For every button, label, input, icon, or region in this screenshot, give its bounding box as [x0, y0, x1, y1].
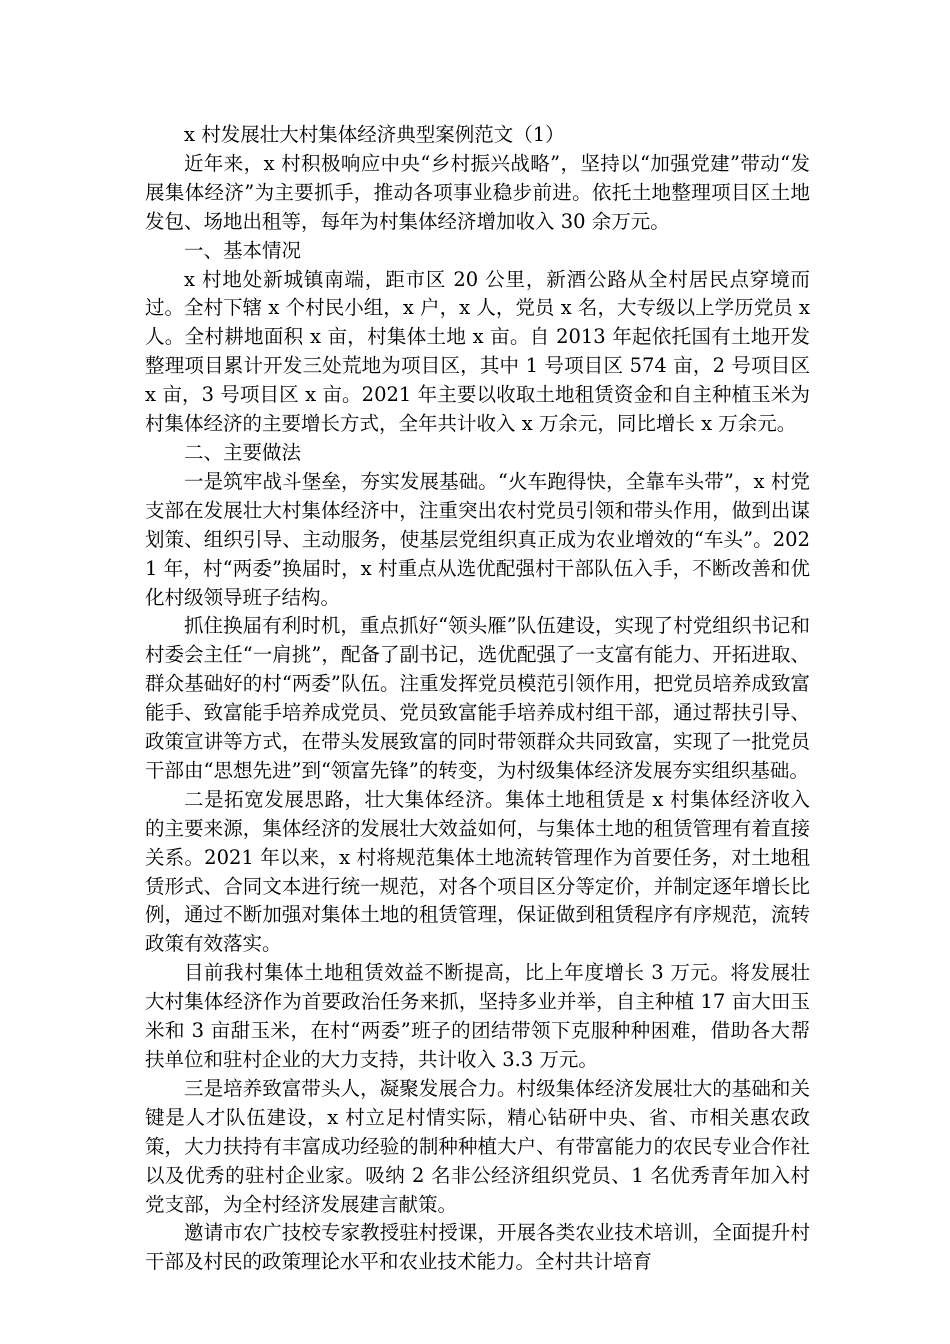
paragraph-basic-situation: x 村地处新城镇南端，距市区 20 公里，新酒公路从全村居民点穿境而过。全村下辖 x 个村民小组，x 户，x 人，党员 x 名，大专级以上学历党员 x 人。全村耕地面积 x 亩，村集体土地 x 亩。自 2013 年起依托国有土地开发整理项目累计开发三处荒地为项目区，其中 1 号项目区 574 亩，2 号项目区 x 亩，3 号项目区 x 亩。2021 年主要以收取土地租赁资金和自主种植玉米为村集体经济的主要增长方式，全年共计收入 x 万余元，同比增长 x 万余元。	[145, 267, 810, 436]
paragraph-practice-two: 二是拓宽发展思路，壮大集体经济。集体土地租赁是 x 村集体经济收入的主要来源，集体经济的发展壮大效益如何，与集体土地的租赁管理有着直接关系。2021 年以来，x 村将规范集体土地流转管理作为首要任务，对土地租赁形式、合同文本进行统一规范，对各个项目区分等定价，并制定逐年增长比例，通过不断加强对集体土地的租赁管理，保证做到租赁程序有序规范，流转政策有效落实。	[145, 787, 810, 956]
document-title: x 村发展壮大村集体经济典型案例范文（1）	[184, 123, 565, 146]
document-page	[145, 121, 810, 1277]
section-heading-main-practices: 二、主要做法	[184, 440, 302, 464]
paragraph-practice-one: 一是筑牢战斗堡垒，夯实发展基础。“火车跑得快，全靠车头带”，x 村党支部在发展壮大村集体经济中，注重突出农村党员引领和带头作用，做到出谋划策、组织引导、主动服务，使基层党组织真正成为农业增效的“车头”。2021 年，村“两委”换届时，x 村重点从选优配强村干部队伍入手，不断改善和优化村级领导班子结构。	[145, 469, 810, 609]
section-heading-basic-situation: 一、基本情况	[184, 238, 302, 262]
paragraph-income: 目前我村集体土地租赁效益不断提高，比上年度增长 3 万元。将发展壮大村集体经济作为首要政治任务来抓，坚持多业并举，自主种植 17 亩大田玉米和 3 亩甜玉米，在村“两委”班子的团结带领下克服种种困难，借助各大帮扶单位和驻村企业的大力支持，共计收入 3.3 万元。	[145, 961, 810, 1071]
paragraph-training: 邀请市农广技校专家教授驻村授课，开展各类农业技术培训，全面提升村干部及村民的政策理论水平和农业技术能力。全村共计培育	[145, 1221, 810, 1274]
paragraph-intro: 近年来，x 村积极响应中央“乡村振兴战略”，坚持以“加强党建”带动“发展集体经济”为主要抓手，推动各项事业稳步前进。依托土地整理项目区土地发包、场地出租等，每年为村集体经济增加收入 30 余万元。	[145, 151, 810, 233]
paragraph-practice-three: 三是培养致富带头人，凝聚发展合力。村级集体经济发展壮大的基础和关键是人才队伍建设，x 村立足村情实际，精心钻研中央、省、市相关惠农政策，大力扶持有丰富成功经验的制种种植大户、有带富能力的农民专业合作社以及优秀的驻村企业家。吸纳 2 名非公经济组织党员、1 名优秀青年加入村党支部，为全村经济发展建言献策。	[145, 1076, 810, 1216]
paragraph-leadership: 抓住换届有利时机，重点抓好“领头雁”队伍建设，实现了村党组织书记和村委会主任“一肩挑”，配备了副书记，选优配强了一支富有能力、开拓进取、群众基础好的村“两委”队伍。注重发挥党员模范引领作用，把党员培养成致富能手、致富能手培养成党员、党员致富能手培养成村组干部，通过帮扶引导、政策宣讲等方式，在带头发展致富的同时带领群众共同致富，实现了一批党员干部由“思想先进”到“领富先锋”的转变，为村级集体经济发展夯实组织基础。	[145, 614, 810, 782]
